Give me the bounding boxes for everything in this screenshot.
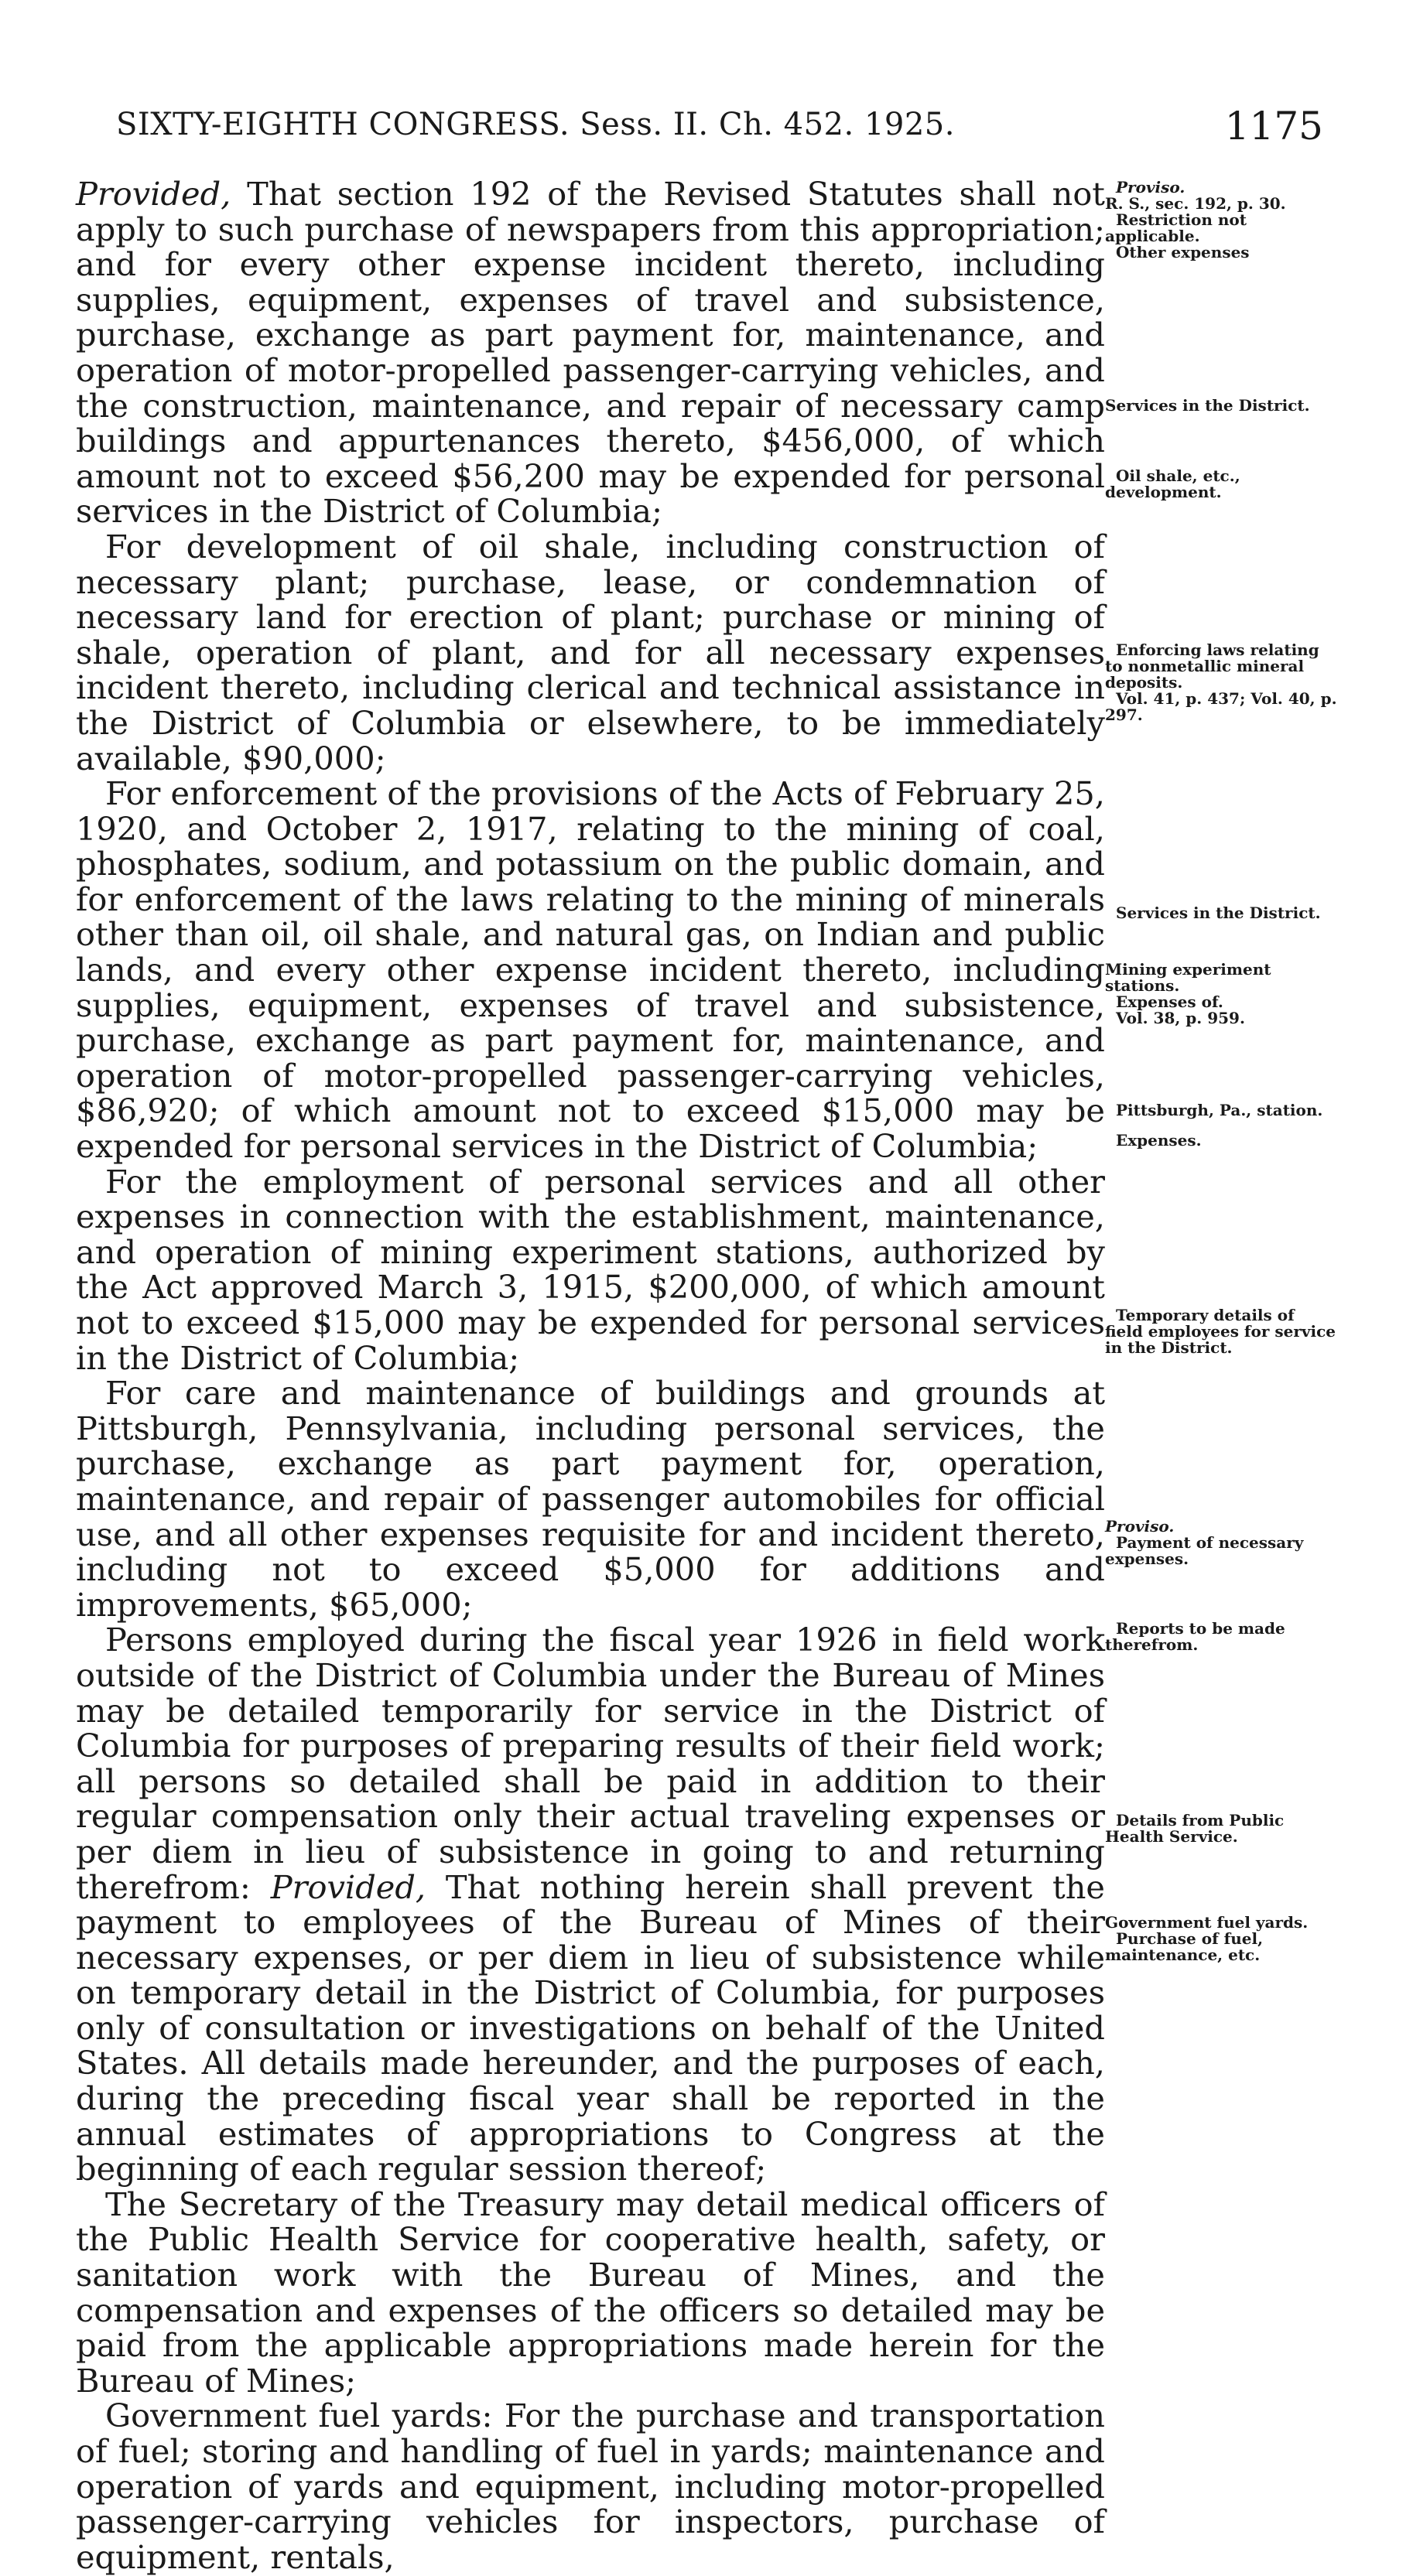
paragraph-field-employees	[76, 1622, 1105, 2187]
margin-note-services-district-2: Services in the District.	[1116, 904, 1321, 922]
margin-note-mining-stations: Mining experiment stations. Expenses of. Vol. 38, p. 959.	[1105, 960, 1271, 1027]
paragraph-oil-shale: For development of oil shale, including construction of necessary plant; purchase, lease, or condemnation of necessary land for erection of plant; purchase or mining of shale, operation of plant, and for all necessary expenses incident thereto, including clerical and technical assistance in the District of Columbia or elsewhere, to be immediately available, $90,000;	[76, 527, 1105, 777]
margin-note-public-health: Details from Public Health Service.	[1105, 1811, 1285, 1846]
proviso-lead: Provided,	[76, 175, 231, 213]
margin-note-enforcing-laws: Enforcing laws relating to nonmetallic mineral deposits. Vol. 41, p. 437; Vol. 40, p. 297.	[1105, 641, 1337, 724]
paragraph-fuel-yards: Government fuel yards: For the purchase and transportation of fuel; storing and handling of fuel in yards; maintenance and operation of yards and equipment, including motor-propelled passenger-carrying vehicles for inspectors, purchase of equipment, rentals,	[76, 2397, 1105, 2576]
paragraph-text-rest: That nothing herein shall prevent the payment to employees of the Bureau of Mines of their necessary expenses, or per diem in lieu of subsistence while on temporary detail in the District of Columbia, for purposes only of consultation or investigations on behalf of the United States. All details made hereunder, and the purposes of each, during the preceding fiscal year shall be reported in the annual estimates of appropriations to Congress at the beginning of each regular session thereof;	[76, 1867, 1105, 2188]
margin-note-fuel-yards: Government fuel yards. Purchase of fuel, maintenance, etc.	[1105, 1913, 1309, 1964]
margin-note-temporary-details: Temporary details of field employees for service in the District.	[1105, 1306, 1336, 1357]
paragraph-enforcement: For enforcement of the provisions of the Acts of February 25, 1920, and October 2, 1917, relating to the mining of coal, phosphates, sodium, and potassium on the public domain, and for enforcement of the laws relating to the mining of minerals other than oil, oil shale, and natural gas, on Indian and public lands, and every other expense incident thereto, including supplies, equipment, expenses of travel and subsistence, purchase, exchange as part payment for, maintenance, and operation of motor-propelled passenger-carrying vehicles, $86,920; of which amount not to exceed $15,000 may be expended for personal services in the District of Columbia;	[76, 774, 1105, 1166]
paragraph-public-health: The Secretary of the Treasury may detail medical officers of the Public Health Service for cooperative health, safety, or sanitation work with the Bureau of Mines, and the compensation and expenses of the officers so detailed may be paid from the applicable appropriations made herein for the Bureau of Mines;	[76, 2185, 1105, 2400]
running-head: SIXTY-EIGHTH CONGRESS. Sess. II. Ch. 452. 1925.	[116, 107, 955, 142]
paragraph-pittsburgh: For care and maintenance of buildings and grounds at Pittsburgh, Pennsylvania, including personal services, the purchase, exchange as part payment for, operation, maintenance, and repair of passenger automobiles for official use, and all other expenses requisite for and incident thereto, including not to exceed $5,000 for additions and improvements, $65,000;	[76, 1374, 1105, 1624]
paragraph-text: That section 192 of the Revised Statutes shall not apply to such purchase of newspapers from this appropriation; and for every other expense incident thereto, including supplies, equipment, expenses of travel and subsistence, purchase, exchange as part payment for, maintenance, and operation of motor-propelled passenger-carrying vehicles, and the construction, maintenance, and repair of necessary camp buildings and appurtenances thereto, $456,000, of which amount not to exceed $56,200 may be expended for personal services in the District of Columbia;	[76, 175, 1105, 531]
main-text-column	[76, 176, 1105, 2574]
paragraph-proviso-newspapers	[76, 176, 1105, 529]
margin-note-proviso-payment: Proviso. Payment of necessary expenses.	[1105, 1517, 1304, 1568]
page-number: 1175	[1224, 104, 1323, 149]
proviso-inline: Provided,	[270, 1867, 426, 1906]
margin-note-services-district: Services in the District.	[1105, 396, 1310, 415]
margin-note-pittsburgh: Pittsburgh, Pa., station. Expenses.	[1116, 1101, 1323, 1150]
margin-note-reports: Reports to be made therefrom.	[1105, 1619, 1285, 1654]
page-header	[116, 104, 1323, 153]
paragraph-mining-stations: For the employment of personal services and all other expenses in connection with the establishment, maintenance, and operation of mining experiment stations, authorized by the Act approved March 3, 1915, $200,000, of which amount not to exceed $15,000 may be expended for personal services in the District of Columbia;	[76, 1162, 1105, 1377]
margin-note-oil-shale: Oil shale, etc., development.	[1105, 466, 1240, 501]
paragraph-text: Persons employed during the fiscal year 1926 in field work outside of the District of Columbia under the Bureau of Mines may be detailed temporarily for service in the District of Columbia for purposes of preparing results of their field work; all persons so detailed shall be paid in addition to their regular compensation only their actual traveling expenses or per diem in lieu of subsistence in going to and returning therefrom:	[76, 1621, 1105, 1906]
margin-note-proviso-restriction: Proviso. R. S., sec. 192, p. 30. Restriction not applicable. Other expenses	[1105, 178, 1286, 261]
